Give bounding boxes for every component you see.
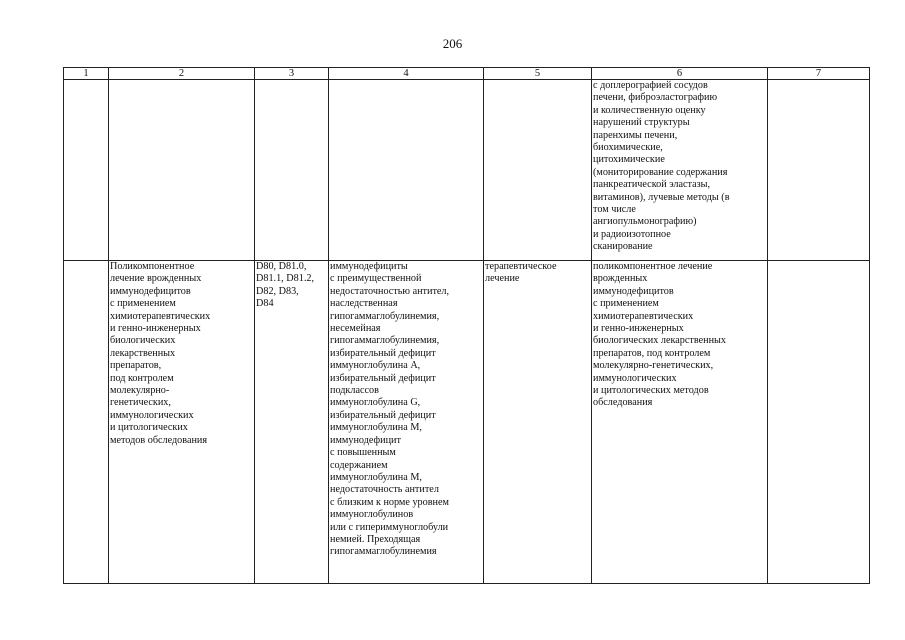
table-cell-methods: с доплерографией сосудов печени, фиброэластографию и количественную оценку нарушений структуры паренхимы печени, биохимические, цитохимические (мониторирование содержания панкреатической эластазы, витаминов), лучевые методы (в том числе ангиопульмонографию) и радиоизотопное сканирование xyxy=(592,80,768,261)
table-cell xyxy=(484,80,592,261)
table-cell xyxy=(329,80,484,261)
page-number: 206 xyxy=(442,36,463,51)
column-header-3: 3 xyxy=(255,68,329,80)
column-header-7: 7 xyxy=(768,68,870,80)
column-header-1: 1 xyxy=(64,68,109,80)
column-header-6: 6 xyxy=(592,68,768,80)
table-cell-diagnosis: иммунодефициты с преимущественной недостаточностью антител, наследственная гипогаммаглобулинемия, несемейная гипогаммаглобулинемия, избирательный дефицит иммуноглобулина A, избирательный дефицит подклассов иммуноглобулина G, избирательный дефицит иммуноглобулина M, иммунодефицит с повышенным содержанием иммуноглобулина M, недостаточность антител с близким к норме уровнем иммуноглобулинов или с гипериммуноглобули немией. Преходящая гипогаммаглобулинемия xyxy=(329,261,484,584)
table-row xyxy=(64,80,870,261)
table-cell xyxy=(64,261,109,584)
table-cell-treatment-type: терапевтическое лечение xyxy=(484,261,592,584)
table-row xyxy=(64,261,870,584)
table-cell-methods: поликомпонентное лечение врожденных иммунодефицитов с применением химиотерапевтических и генно-инженерных биологических лекарственных препаратов, под контролем молекулярно-генетических, иммунологических и цитологических методов обследования xyxy=(592,261,768,584)
column-header-2: 2 xyxy=(109,68,255,80)
table-cell-icd-codes: D80, D81.0, D81.1, D81.2, D82, D83, D84 xyxy=(255,261,329,584)
table-cell xyxy=(768,80,870,261)
table-cell xyxy=(64,80,109,261)
column-number-row xyxy=(64,68,870,80)
medical-care-table xyxy=(63,67,870,584)
table-cell xyxy=(255,80,329,261)
table-cell-treatment-name: Поликомпонентное лечение врожденных иммунодефицитов с применением химиотерапевтических и генно-инженерных биологических лекарственных препаратов, под контролем молекулярно- генетических, иммунологических и цитологических методов обследования xyxy=(109,261,255,584)
column-header-5: 5 xyxy=(484,68,592,80)
table-cell xyxy=(109,80,255,261)
table-cell xyxy=(768,261,870,584)
column-header-4: 4 xyxy=(329,68,484,80)
